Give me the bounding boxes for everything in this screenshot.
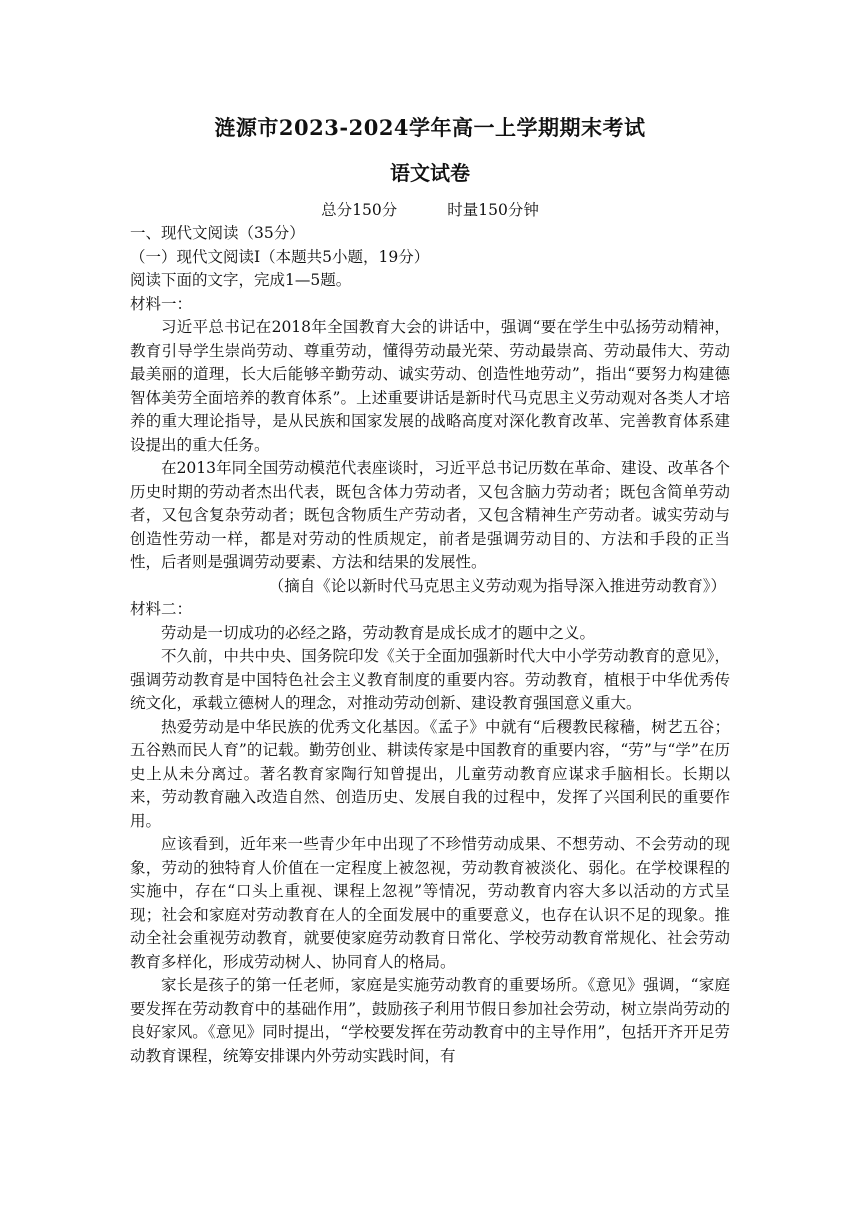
total-score: 总分150分	[321, 201, 398, 219]
material-two-paragraph-3: 热爱劳动是中华民族的优秀文化基因。《孟子》中就有“后稷教民稼穑，树艺五谷；五谷熟而民人育”的记载。勤劳创业、耕读传家是中国教育的重要内容，“劳”与“学”在历史上从未分离过。著名教育家陶行知曾提出，儿童劳动教育应谋求手脑相长。长期以来，劳动教育融入改造自然、创造历史、发展自我的过程中，发挥了兴国利民的重要作用。	[130, 717, 730, 830]
exam-title: 涟源市2023-2024学年高一上学期期末考试	[214, 115, 646, 140]
material-two-paragraph-1: 劳动是一切成功的必经之路，劳动教育是成长成才的题中之义。	[161, 623, 596, 642]
material-two-paragraph-2: 不久前，中共中央、国务院印发《关于全面加强新时代大中小学劳动教育的意见》，强调劳动教育是中国特色社会主义教育制度的重要内容。劳动教育，植根于中华优秀传统文化，承载立德树人的理念，对推动劳动创新、建设教育强国意义重大。	[130, 647, 730, 712]
material-one-source: （摘自《论以新时代马克思主义劳动观为指导深入推进劳动教育》）	[268, 576, 726, 595]
material-two-label: 材料二：	[130, 600, 193, 618]
time-limit: 时量150分钟	[447, 201, 539, 219]
material-two-paragraph-4: 应该看到，近年来一些青少年中出现了不珍惜劳动成果、不想劳动、不会劳动的现象，劳动的独特育人价值在一定程度上被忽视，劳动教育被淡化、弱化。在学校课程的实施中，存在“口头上重视、课程上忽视”等情况，劳动教育内容大多以活动的方式呈现；社会和家庭对劳动教育在人的全面发展中的重要意义，也存在认识不足的现象。推动全社会重视劳动教育，就要使家庭劳动教育日常化、学校劳动教育常规化、社会劳动教育多样化，形成劳动树人、协同育人的格局。	[130, 835, 730, 971]
section-heading: 一、现代文阅读（35分）	[130, 224, 305, 242]
section-subheading: （一）现代文阅读Ⅰ（本题共5小题，19分）	[130, 247, 430, 266]
material-one-paragraph-2: 在2013年同全国劳动模范代表座谈时，习近平总书记历数在革命、建设、改革各个历史时期的劳动者杰出代表，既包含体力劳动者，又包含脑力劳动者；既包含简单劳动者，又包含复杂劳动者；既包含物质生产劳动者，又包含精神生产劳动者。诚实劳动与创造性劳动一样，都是对劳动的性质规定，前者是强调劳动目的、方法和手段的正当性，后者则是强调劳动要素、方法和结果的发展性。	[130, 459, 730, 571]
material-one-label: 材料一：	[130, 294, 193, 313]
reading-instruction: 阅读下面的文字，完成1—5题。	[130, 271, 352, 289]
material-one-paragraph-1: 习近平总书记在2018年全国教育大会的讲话中，强调“要在学生中弘扬劳动精神，教育引导学生崇尚劳动、尊重劳动，懂得劳动最光荣、劳动最崇高、劳动最伟大、劳动最美丽的道理，长大后能够辛勤劳动、诚实劳动、创造性地劳动”，指出“要努力构建德智体美劳全面培养的教育体系”。上述重要讲话是新时代马克思主义劳动观对各类人才培养的重大理论指导，是从民族和国家发展的战略高度对深化教育改革、完善教育体系建设提出的重大任务。	[130, 318, 730, 454]
exam-page	[130, 112, 730, 1068]
exam-subtitle: 语文试卷	[390, 161, 470, 185]
score-time-line	[130, 198, 730, 222]
material-two-paragraph-5: 家长是孩子的第一任老师，家庭是实施劳动教育的重要场所。《意见》强调，“家庭要发挥在劳动教育中的基础作用”，鼓励孩子利用节假日参加社会劳动，树立崇尚劳动的良好家风。《意见》同时提出，“学校要发挥在劳动教育中的主导作用”，包括开齐开足劳动教育课程，统筹安排课内外劳动实践时间，有	[130, 976, 730, 1065]
